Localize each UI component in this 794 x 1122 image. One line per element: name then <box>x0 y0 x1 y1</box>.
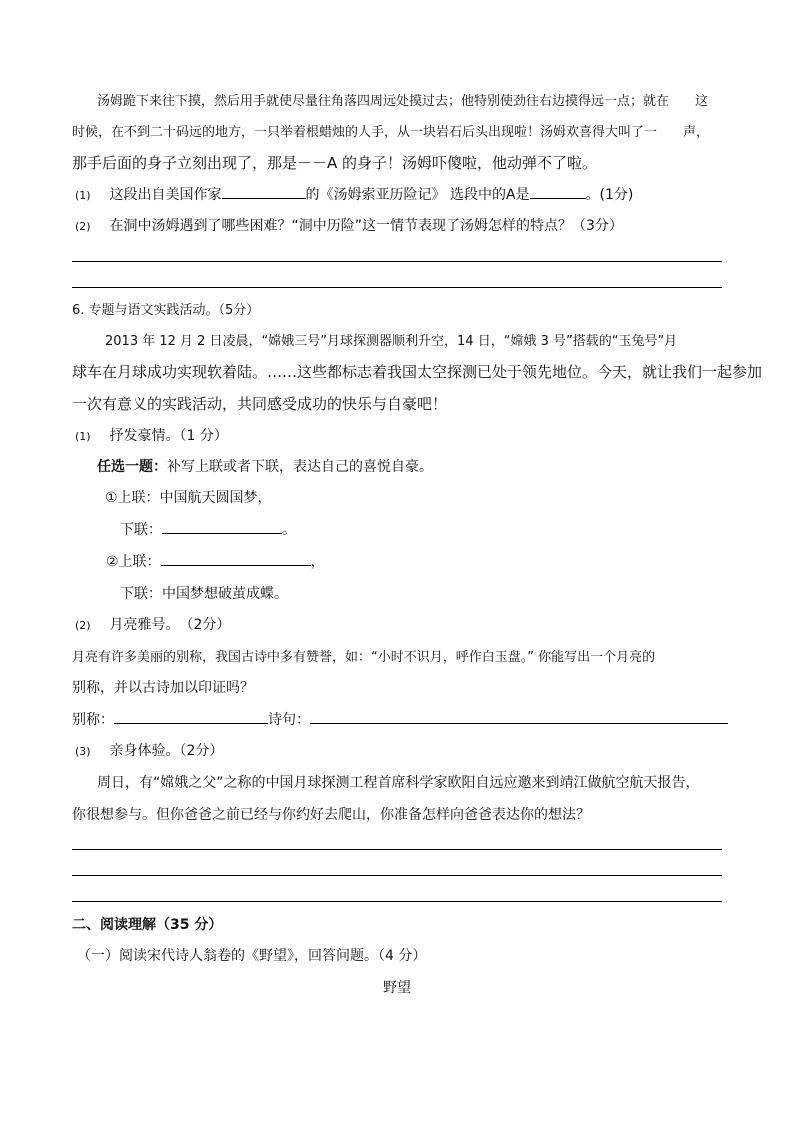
q5-sub1-text-c: 。(1分) <box>585 187 634 203</box>
q5-sub2-text: 在洞中汤姆遇到了哪些困难？“洞中历险”这一情节表现了汤姆怎样的特点？（3分） <box>109 218 623 234</box>
q5-sub1-number: (1) <box>75 189 91 202</box>
option2-upper <box>106 551 325 571</box>
q6-part3-text-2: 你很想参与。但你爸爸之前已经与你约好去爬山，你准备怎样向爸爸表达你的想法？ <box>72 807 590 823</box>
q6-part1-heading <box>75 425 228 445</box>
q6-part2-text-2: 别称，并以古诗加以印证吗？ <box>72 680 254 696</box>
task-choose-label: 任选一题： <box>97 459 167 475</box>
author-blank[interactable] <box>222 184 306 199</box>
option1-upper: ①上联：中国航天圆国梦， <box>105 490 272 506</box>
section2-sub1: （一）阅读宋代诗人翁卷的《野望》，回答问题。（4 分） <box>77 948 427 964</box>
alias-blank[interactable] <box>114 709 268 724</box>
poem-line-blank[interactable] <box>310 709 728 724</box>
q5-sub2 <box>75 215 623 235</box>
task-description: 补写上联或者下联，表达自己的喜悦自豪。 <box>167 459 433 475</box>
q6-part3-text-1: 周日，有“嫦娥之父”之称的中国月球探测工程首席科学家欧阳自远应邀来到靖江做航空航天报告， <box>97 775 700 791</box>
answer-line[interactable] <box>72 901 722 902</box>
q6-part3-title: 亲身体验。（2分） <box>109 743 224 759</box>
q6-intro-line-2: 球车在月球成功实现软着陆。……这些都标志着我国太空探测已处于领先地位。今天，就让我们一起参加 <box>72 363 763 381</box>
option1-lower-blank[interactable] <box>162 519 282 534</box>
q6-part2-number: (2) <box>75 619 91 632</box>
q6-part1-title: 抒发豪情。（1 分） <box>109 428 228 444</box>
answer-line[interactable] <box>72 261 722 262</box>
poem-line-label: 诗句： <box>268 712 310 728</box>
q6-intro-line-1: 2013 年 12 月 2 日凌晨，“嫦娥三号”月球探测器顺利升空，14 日，“嫦娥 3 号”搭载的“玉兔号”月 <box>105 334 678 349</box>
passage-line-2: 时候，在不到二十码远的地方，一只举着根蜡烛的人手，从一块岩石后头出现啦！汤姆欢喜得大叫了一 声， <box>72 125 710 140</box>
q5-sub1 <box>75 184 633 204</box>
option2-upper-blank[interactable] <box>161 551 311 566</box>
section2-title: 二、阅读理解（35 分） <box>72 917 223 933</box>
q5-sub1-text-a: 这段出自美国作家 <box>109 187 222 203</box>
q6-part1-number: (1) <box>75 430 91 443</box>
q6-part2-answer-row <box>72 709 728 729</box>
passage-line-1: 汤姆跪下来往下摸，然后用手就使尽量往角落四周远处摸过去；他特别使劲往右边摸得远一点；就在 这 <box>97 94 709 109</box>
q6-part2-text-1: 月亮有许多美丽的别称，我国古诗中多有赞誉，如：“小时不识月，呼作白玉盘。” 你能写出一个月亮的 <box>72 650 656 665</box>
option2-upper-end: ， <box>310 554 325 570</box>
answer-line[interactable] <box>72 849 722 850</box>
option2-lower: 下联：中国梦想破茧成蝶。 <box>120 586 288 602</box>
q6-part3-number: (3) <box>75 745 91 758</box>
passage-line-3: 那手后面的身子立刻出现了，那是－－A 的身子！汤姆吓傻啦，他动弹不了啦。 <box>72 154 598 172</box>
answer-line[interactable] <box>72 875 722 876</box>
option2-upper-label: ②上联： <box>106 554 161 570</box>
q6-intro-line-3: 一次有意义的实践活动，共同感受成功的快乐与自豪吧！ <box>72 395 448 413</box>
option1-lower <box>120 519 296 539</box>
answer-line[interactable] <box>72 287 722 288</box>
q6-part1-task <box>97 456 433 476</box>
option1-lower-end: 。 <box>282 522 296 538</box>
alias-label: 别称： <box>72 712 114 728</box>
q6-title: 6. 专题与语文实践活动。（5分） <box>72 303 260 318</box>
a-blank[interactable] <box>530 184 586 199</box>
q5-sub2-number: (2) <box>75 220 91 233</box>
q5-sub1-text-b: 的《汤姆索亚历险记》 选段中的A是 <box>305 187 530 203</box>
option1-lower-label: 下联： <box>120 522 162 538</box>
q6-part2-title: 月亮雅号。 （2分） <box>109 617 231 633</box>
q6-part3-heading <box>75 740 223 760</box>
poem-title: 野望 <box>383 980 411 996</box>
q6-part2-heading <box>75 614 230 634</box>
